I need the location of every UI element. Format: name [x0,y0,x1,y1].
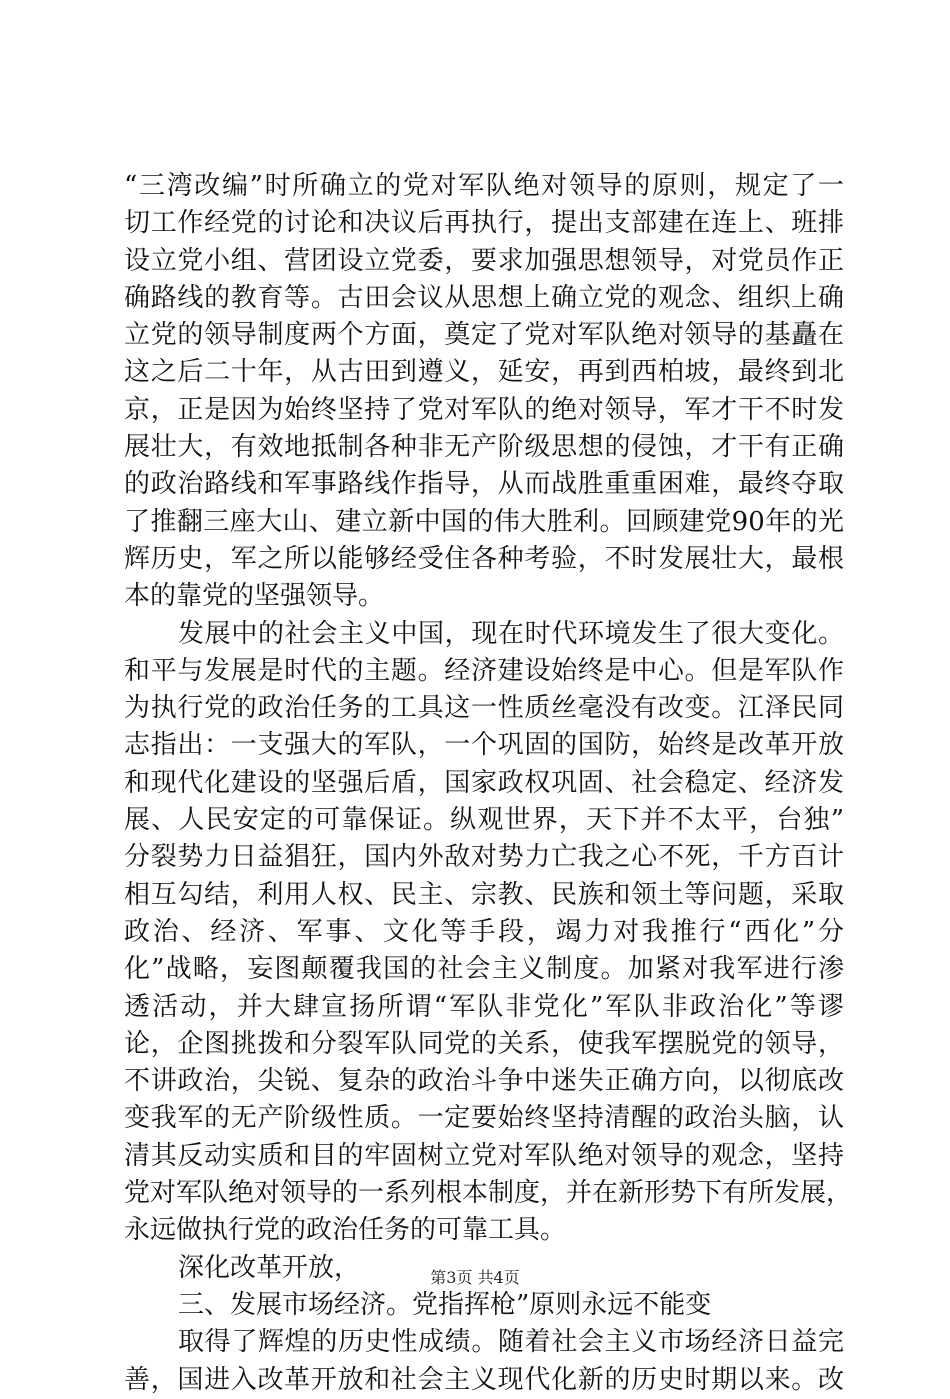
text-line: 论，企图挑拨和分裂军队同党的关系，使我军摆脱党的领导， [124,1028,844,1059]
text-line: 善，国进入改革开放和社会主义现代化新的历史时期以来。改 [124,1364,844,1395]
text-line: 展、人民安定的可靠保证。纵观世界，天下并不太平，台独” [124,805,844,836]
text-line: 了推翻三座大山、建立新中国的伟大胜利。回顾建党90年的光 [124,506,844,537]
text-line: 为执行党的政治任务的工具这一性质丝毫没有改变。江泽民同 [124,693,844,724]
document-body [124,168,853,1399]
text-line: 化”战略，妄图颠覆我国的社会主义制度。加紧对我军进行渗 [124,954,844,985]
text-line: 展壮大，有效地抵制各种非无产阶级思想的侵蚀，才干有正确 [124,432,844,463]
text-line: 京，正是因为始终坚持了党对军队的绝对领导，军才干不时发 [124,394,844,425]
text-line: 辉历史，军之所以能够经受住各种考验，不时发展壮大，最根 [124,543,844,574]
text-line: 取得了辉煌的历史性成绩。随着社会主义市场经济日益完 [178,1327,844,1358]
text-line: 不讲政治，尖锐、复杂的政治斗争中迷失正确方向，以彻底改 [124,1066,844,1097]
text-line: 切工作经党的讨论和决议后再执行，提出支部建在连上、班排 [124,208,844,239]
text-line: 政治、经济、军事、文化等手段，竭力对我推行“西化”分 [124,916,844,947]
text-line: 发展中的社会主义中国，现在时代环境发生了很大变化。 [178,618,844,649]
text-line: 党对军队绝对领导的一系列根本制度，并在新形势下有所发展， [124,1178,853,1209]
text-line: 相互勾结，利用人权、民主、宗教、民族和领土等问题，采取 [124,879,844,910]
text-line: 本的靠党的坚强领导。 [124,581,385,612]
text-line: 设立党小组、营团设立党委，要求加强思想领导，对党员作正 [124,245,844,276]
text-line: 清其反动实质和目的牢固树立党对军队绝对领导的观念，坚持 [124,1140,844,1171]
text-line: 三、发展市场经济。党指挥枪”原则永远不能变 [178,1289,712,1320]
text-line: 变我军的无产阶级性质。一定要始终坚持清醒的政治头脑，认 [124,1103,844,1134]
text-line: 永远做执行党的政治任务的可靠工具。 [124,1215,567,1246]
text-line: 和现代化建设的坚强后盾，国家政权巩固、社会稳定、经济发 [124,767,844,798]
text-line: 立党的领导制度两个方面，奠定了党对军队绝对领导的基矗在 [124,320,844,351]
text-line: 志指出：一支强大的军队，一个巩固的国防，始终是改革开放 [124,730,844,761]
text-line: 确路线的教育等。古田会议从思想上确立党的观念、组织上确 [124,282,844,313]
text-line: 和平与发展是时代的主题。经济建设始终是中心。但是军队作 [124,655,844,686]
text-line: 分裂势力日益猖狂，国内外敌对势力亡我之心不死，千方百计 [124,842,844,873]
page-footer: 第3页 共4页 [430,1268,520,1287]
text-line: 这之后二十年，从古田到遵义，延安，再到西柏坡，最终到北 [124,357,844,388]
text-line: 透活动，并大肆宣扬所谓“军队非党化”军队非政治化”等谬 [124,991,844,1022]
text-line: 深化改革开放， [178,1252,361,1283]
text-line: “三湾改编”时所确立的党对军队绝对领导的原则，规定了一 [124,171,844,201]
text-line: 的政治路线和军事路线作指导，从而战胜重重困难，最终夺取 [124,469,844,500]
